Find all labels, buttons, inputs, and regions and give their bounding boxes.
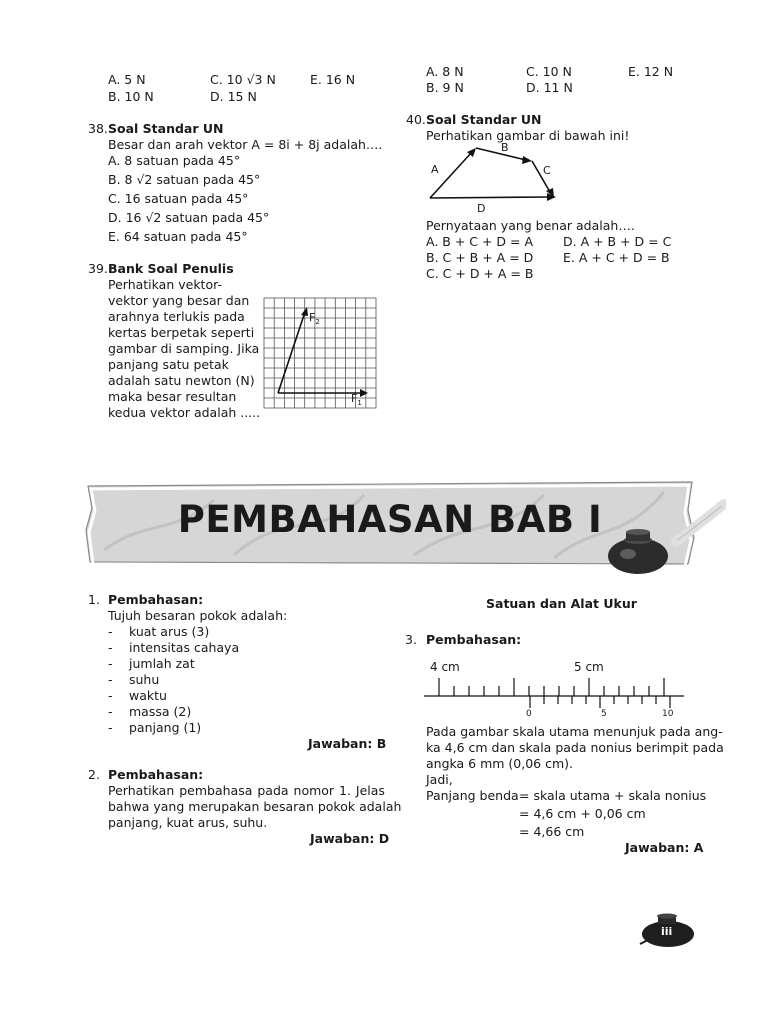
q40-text: Perhatikan gambar di bawah ini! [426,128,630,143]
sol1-text: Tujuh besaran pokok adalah: [108,608,288,623]
q40-number: 40. [406,112,426,127]
ink-pot-icon [606,498,726,578]
vector-grid-figure [262,296,392,412]
sol1-item: - panjang (1) [108,720,202,735]
scale-main-4cm: 4 cm [430,660,460,674]
q39-option-a: A. 8 N [426,64,464,79]
q39-option-e: E. 12 N [628,64,674,79]
q39-line: adalah satu newton (N) [108,373,255,388]
section-heading: Satuan dan Alat Ukur [486,596,637,611]
q38-option-c: C. 16 satuan pada 45° [108,191,249,206]
chapter-title: PEMBAHASAN BAB I [177,498,603,541]
sol3-answer: Jawaban: A [625,840,704,855]
sol1-item: - intensitas cahaya [108,640,240,655]
sol1-item: - suhu [108,672,160,687]
sol3-line: angka 6 mm (0,06 cm). [426,756,574,771]
q38-option-a: A. 8 satuan pada 45° [108,153,241,168]
page-number-badge [638,912,698,948]
q39-title: Bank Soal Penulis [108,261,234,276]
scale-main-5cm: 5 cm [574,660,604,674]
q39-option-c: C. 10 N [526,64,572,79]
q38-number: 38. [88,121,108,136]
sol3-number: 3. [405,632,417,647]
sol1-answer: Jawaban: B [308,736,387,751]
q37-option-a: A. 5 N [108,72,146,87]
sqrt-text: √2 [136,172,153,187]
q39-line: kedua vektor adalah ..... [108,405,261,420]
sqrt-text: √3 N [246,72,276,87]
q38-text: Besar dan arah vektor A = 8i + 8j adalah…. [108,137,383,152]
q40-option-a: A. B + C + D = A [426,234,534,249]
sol3-line: ka 4,6 cm dan skala pada nonius berimpit pada [426,740,724,755]
q39-option-d: D. 11 N [526,80,573,95]
sol1-item: - jumlah zat [108,656,195,671]
sol2-line: panjang, kuat arus, suhu. [108,815,268,830]
q40-option-e: E. A + C + D = B [563,250,670,265]
sol2-line: Perhatikan pembahasa pada nomor 1. Jelas [108,783,385,798]
sol3-line: Jadi, [426,772,453,787]
q37-option-b: B. 10 N [108,89,154,104]
q38-option-d: D. 16 √2 satuan pada 45° [108,210,270,225]
f1-label: $F_1$ [351,392,362,408]
sol2-line: bahwa yang merupakan besaran pokok adalah [108,799,402,814]
sol3-title: Pembahasan: [426,632,522,647]
q40-option-c: C. C + D + A = B [426,266,534,281]
q40-option-b: B. C + B + A = D [426,250,534,265]
sol1-item: - waktu [108,688,167,703]
q37-option-e: E. 16 N [310,72,356,87]
q39-option-b: B. 9 N [426,80,464,95]
q40-title: Soal Standar UN [426,112,542,127]
sol3-line: Pada gambar skala utama menunjuk pada ang- [426,724,723,739]
q37-option-c: C. 10 √3 N [210,72,276,87]
label-c: C [543,164,551,177]
sol3-calc: = skala utama + skala nonius [519,788,707,803]
sol1-item: - kuat arus (3) [108,624,210,639]
sol3-calc: = 4,66 cm [519,824,585,839]
page-number: iii [661,925,673,938]
vector-f2 [278,307,308,393]
sol3-calc-label: Panjang benda [426,788,519,803]
chapter-banner [84,480,696,566]
nonius-label-5: 5 [601,709,607,719]
f2-label: $F_2$ [309,311,320,327]
q39-line: gambar di samping. Jika [108,341,260,356]
label-d: D [477,202,486,215]
sol1-number: 1. [88,592,100,607]
sol2-answer: Jawaban: D [310,831,390,846]
nonius-label-10: 10 [662,709,674,719]
sol1-item: - massa (2) [108,704,192,719]
q38-option-b: B. 8 √2 satuan pada 45° [108,172,261,187]
q40-statement: Pernyataan yang benar adalah…. [426,218,635,233]
q37-option-d: D. 15 N [210,89,257,104]
q39-line: vektor yang besar dan [108,293,250,308]
q38-title: Soal Standar UN [108,121,224,136]
q39-line: panjang satu petak [108,357,229,372]
q40-option-d: D. A + B + D = C [563,234,672,249]
q39-number: 39. [88,261,108,276]
sol2-number: 2. [88,767,100,782]
q39-line: Perhatikan vektor- [108,277,222,292]
vernier-scale-figure [422,676,690,708]
label-b: B [501,141,509,154]
nonius-label-0: 0 [526,709,532,719]
sqrt-text: √2 [145,210,162,225]
q39-line: arahnya terlukis pada [108,309,245,324]
q39-line: maka besar resultan [108,389,237,404]
q38-option-e: E. 64 satuan pada 45° [108,229,248,244]
vector-polygon-figure [426,140,566,216]
q39-line: kertas berpetak seperti [108,325,255,340]
sol2-title: Pembahasan: [108,767,204,782]
sol3-calc: = 4,6 cm + 0,06 cm [519,806,646,821]
label-a: A [431,163,439,176]
sol1-title: Pembahasan: [108,592,204,607]
